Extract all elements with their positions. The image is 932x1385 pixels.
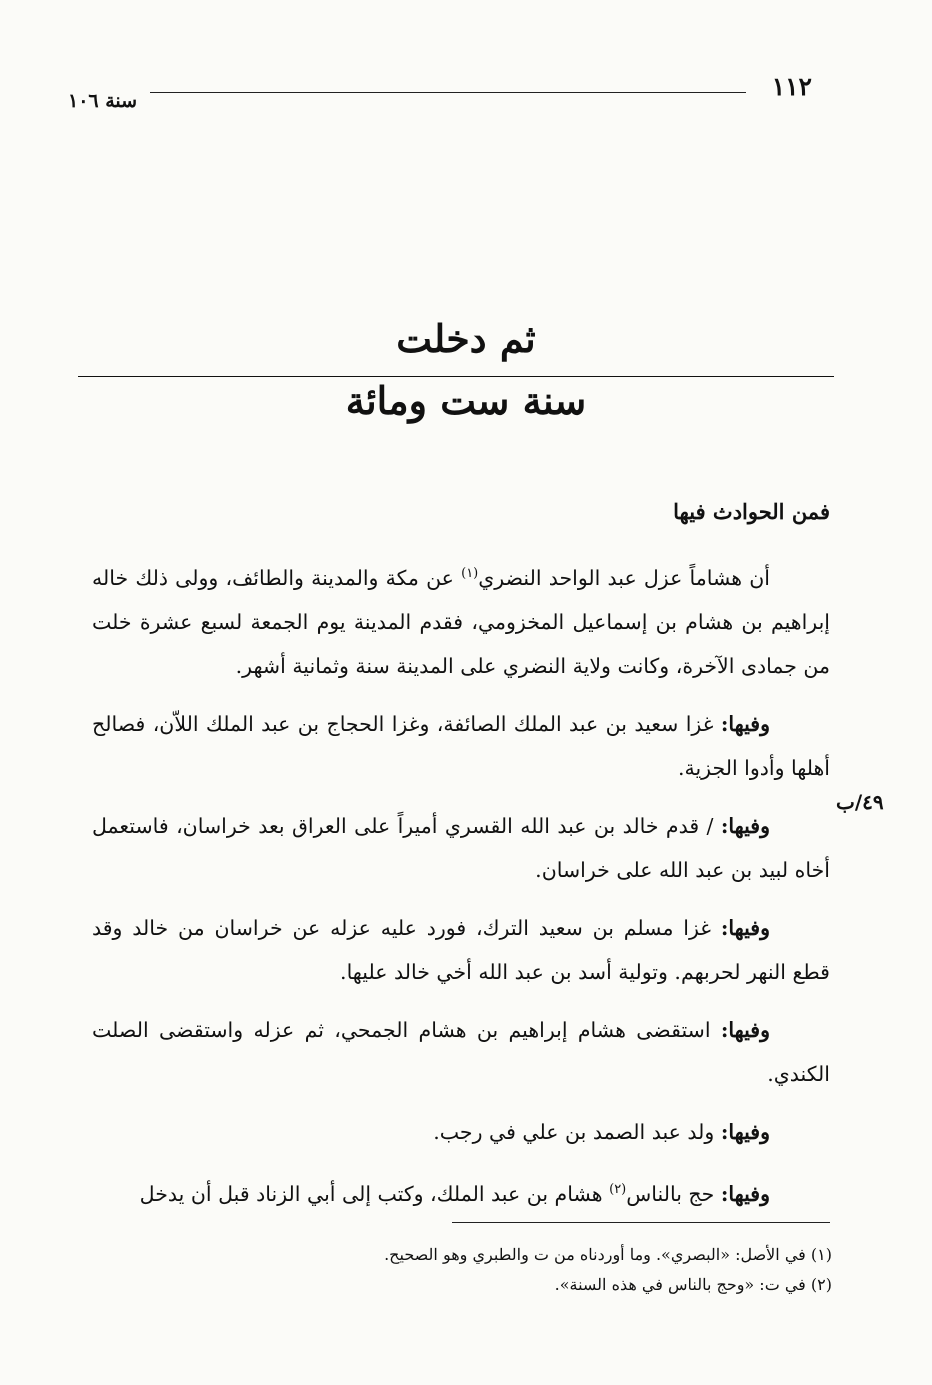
paragraph-text: هشام بن عبد الملك، وكتب إلى أبي الزناد قبل أن يدخل	[139, 1181, 610, 1206]
paragraph	[92, 1008, 830, 1096]
paragraph-text: حج بالناس	[626, 1181, 721, 1206]
paragraph	[92, 1168, 830, 1216]
paragraph-keyword: وفيها:	[720, 1017, 770, 1042]
paragraph	[92, 702, 830, 790]
paragraph	[92, 552, 830, 688]
chapter-title-line2: سنة ست ومائة	[345, 378, 587, 423]
paragraph-text: عن مكة والمدينة والطائف، وولى ذلك خاله إبراهيم بن هشام بن إسماعيل المخزومي، فقدم المدينة يوم الجمعة لسبع عشرة خلت من جمادى الآخرة، وكانت ولاية النضري على المدينة سنة وثمانية أشهر.	[92, 565, 830, 678]
paragraph-text: ولد عبد الصمد بن علي في رجب.	[433, 1119, 721, 1144]
paragraph	[92, 1110, 830, 1154]
paragraph-text: أن هشاماً عزل عبد الواحد النضري	[478, 565, 770, 590]
paragraph-keyword: وفيها:	[720, 1181, 770, 1206]
footnote-rule	[452, 1222, 830, 1223]
section-heading: فمن الحوادث فيها	[673, 499, 830, 524]
running-head	[60, 72, 820, 112]
paragraph-keyword: وفيها:	[720, 915, 770, 940]
paragraph-keyword: وفيها:	[720, 711, 770, 736]
paragraph-keyword: وفيها:	[720, 1119, 770, 1144]
footnote: (٢) في ت: «وحج بالناس في هذه السنة».	[554, 1275, 832, 1294]
paragraph-text: استقضى هشام إبراهيم بن هشام الجمحي، ثم عزله واستقضى الصلت الكندي.	[92, 1017, 830, 1086]
footnote-ref[interactable]: (١)	[461, 566, 479, 581]
paragraph	[92, 804, 830, 892]
paragraph-text: / قدم خالد بن عبد الله القسري أميراً على العراق بعد خراسان، فاستعمل أخاه لبيد بن عبد الله على خراسان.	[92, 813, 830, 882]
year-label: سنة ١٠٦	[68, 90, 138, 112]
footnotes	[200, 1240, 832, 1300]
footnote-ref[interactable]: (٢)	[609, 1181, 627, 1197]
header-rule	[150, 92, 746, 93]
title-rule	[78, 376, 834, 377]
manuscript-folio-note: ٤٩/ب	[836, 790, 884, 814]
paragraph-text: غزا سعيد بن عبد الملك الصائفة، وغزا الحجاج بن عبد الملك اللاّن، فصالح أهلها وأدوا الجزية.	[92, 711, 830, 780]
paragraph-keyword: وفيها:	[720, 813, 770, 838]
page-number: ١١٢	[771, 72, 812, 101]
chapter-title-line1: ثم دخلت	[396, 316, 536, 361]
body-text	[92, 490, 830, 1230]
paragraph-text: غزا مسلم بن سعيد الترك، فورد عليه عزله عن خراسان من خالد وقد قطع النهر لحربهم. وتولية أسد بن عبد الله أخي خالد عليها.	[92, 915, 830, 984]
paragraph	[92, 906, 830, 994]
footnote: (١) في الأصل: «البصري». وما أوردناه من ت والطبري وهو الصحيح.	[384, 1245, 832, 1264]
